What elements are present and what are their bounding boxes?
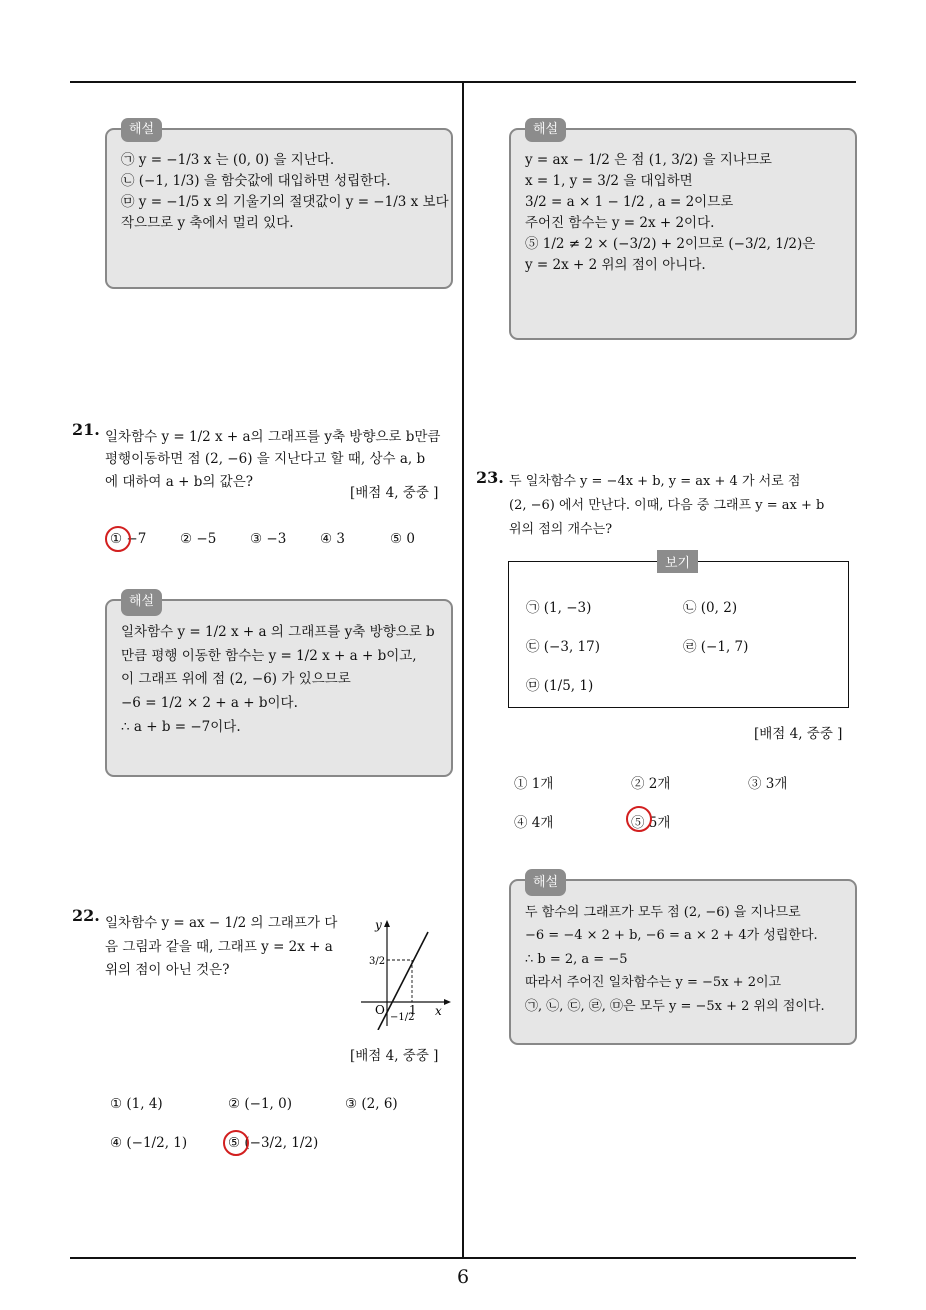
option-text: ⑤ (−3/2, 1/2) bbox=[228, 1135, 319, 1151]
option-text: ③ (2, 6) bbox=[345, 1096, 398, 1112]
solution-label: 해설 bbox=[525, 869, 566, 896]
solution-line: 두 함수의 그래프가 모두 점 (2, −6) 을 지나므로 bbox=[525, 905, 801, 920]
solution-line: y = ax − 1/2 은 점 (1, 3/2) 을 지나므로 bbox=[525, 152, 772, 168]
bogi-box bbox=[508, 556, 849, 708]
bogi-item: ㉤ (1/5, 1) bbox=[526, 678, 594, 694]
y-intercept-label: −1/2 bbox=[390, 1012, 415, 1023]
solution-line: x = 1, y = 3/2 을 대입하면 bbox=[525, 172, 693, 189]
answer-mark-circle bbox=[626, 806, 652, 832]
question-line: 위의 점의 개수는? bbox=[509, 522, 613, 538]
question-line: 음 그림과 같을 때, 그래프 y = 2x + a bbox=[105, 938, 333, 955]
option-3[interactable] bbox=[250, 531, 320, 547]
solution-box-21 bbox=[105, 594, 453, 777]
option-text: ⑤ 5개 bbox=[631, 815, 671, 831]
x-axis-label: x bbox=[435, 1004, 442, 1018]
bogi-item: ㉡ (0, 2) bbox=[683, 600, 738, 616]
option-2[interactable] bbox=[631, 772, 748, 792]
question-22-options-row-1 bbox=[110, 1096, 445, 1112]
option-4[interactable] bbox=[320, 531, 390, 547]
y-axis-arrow bbox=[384, 920, 390, 927]
y-tick-label: 3/2 bbox=[369, 956, 386, 967]
solution-line: 만큼 평행 이동한 함수는 y = 1/2 x + a + b이고, bbox=[121, 647, 417, 664]
option-text: ① 1개 bbox=[514, 776, 554, 792]
option-text: ③ 3개 bbox=[748, 776, 788, 792]
option-5[interactable] bbox=[228, 1135, 368, 1151]
graph-q22 bbox=[355, 918, 455, 1030]
question-22-text bbox=[105, 912, 350, 983]
option-text: ⑤ 0 bbox=[390, 531, 415, 547]
solution-line: ㉤ y = −1/5 x 의 기울기의 절댓값이 y = −1/3 x 보다 bbox=[121, 193, 449, 210]
solution-label: 해설 bbox=[121, 589, 162, 616]
option-3[interactable] bbox=[345, 1096, 445, 1112]
option-2[interactable] bbox=[180, 531, 250, 547]
solution-line: ∴ b = 2, a = −5 bbox=[525, 951, 628, 967]
bottom-rule bbox=[70, 1257, 856, 1259]
option-3[interactable] bbox=[748, 772, 828, 792]
solution-line: −6 = 1/2 × 2 + a + b이다. bbox=[121, 694, 298, 711]
x-tick-label: 1 bbox=[409, 1003, 417, 1017]
solution-line: 3/2 = a × 1 − 1/2 , a = 2이므로 bbox=[525, 193, 734, 210]
solution-line: ⑤ 1/2 ≠ 2 × (−3/2) + 2이므로 (−3/2, 1/2)은 bbox=[525, 235, 816, 252]
column-divider bbox=[462, 82, 464, 1258]
question-23-options-row-1 bbox=[514, 772, 828, 792]
solution-label: 해설 bbox=[525, 118, 566, 142]
question-line: 일차함수 y = 1/2 x + a의 그래프를 y축 방향으로 b만큼 bbox=[105, 429, 441, 445]
origin-label: O bbox=[375, 1003, 385, 1017]
solution-line: 작으므로 y 축에서 멀리 있다. bbox=[121, 214, 294, 231]
solution-line: ㉠ y = −1/3 x 는 (0, 0) 을 지난다. bbox=[121, 152, 335, 168]
option-text: ① (1, 4) bbox=[110, 1096, 163, 1112]
question-23-text bbox=[509, 470, 859, 542]
solution-line: −6 = −4 × 2 + b, −6 = a × 2 + 4가 성립한다. bbox=[525, 928, 818, 944]
option-5[interactable] bbox=[631, 811, 711, 831]
question-line: 평행이동하면 점 (2, −6) 을 지난다고 할 때, 상수 a, b bbox=[105, 451, 426, 468]
bogi-item: ㉠ (1, −3) bbox=[526, 600, 592, 616]
question-number: 22. bbox=[72, 906, 100, 925]
solution-box-top-right bbox=[509, 122, 857, 340]
question-21-options bbox=[110, 531, 440, 547]
question-line: 에 대하여 a + b의 값은? bbox=[105, 473, 253, 490]
score-meta: [배점 4, 중중 ] bbox=[350, 485, 439, 501]
question-number: 23. bbox=[476, 468, 504, 487]
solution-line: ㉡ (−1, 1/3) 을 함숫값에 대입하면 성립한다. bbox=[121, 172, 391, 189]
option-4[interactable] bbox=[110, 1135, 228, 1151]
score-meta: [배점 4, 중중 ] bbox=[754, 726, 843, 742]
question-23-options-row-2 bbox=[514, 811, 711, 831]
answer-mark-circle bbox=[105, 526, 131, 552]
question-line: 위의 점이 아닌 것은? bbox=[105, 962, 230, 979]
solution-line: ∴ a + b = −7이다. bbox=[121, 718, 241, 735]
option-5[interactable] bbox=[390, 531, 440, 547]
bogi-label: 보기 bbox=[657, 550, 698, 573]
option-text: ① −7 bbox=[110, 531, 147, 547]
option-1[interactable] bbox=[110, 1096, 228, 1112]
solution-line: 따라서 주어진 일차함수는 y = −5x + 2이고 bbox=[525, 975, 782, 991]
solution-box-23 bbox=[509, 875, 857, 1045]
solution-label: 해설 bbox=[121, 118, 162, 142]
option-2[interactable] bbox=[228, 1096, 345, 1112]
option-text: ② (−1, 0) bbox=[228, 1096, 292, 1112]
bogi-item: ㉣ (−1, 7) bbox=[683, 639, 749, 655]
solution-line: 일차함수 y = 1/2 x + a 의 그래프를 y축 방향으로 b bbox=[121, 624, 435, 640]
option-4[interactable] bbox=[514, 811, 631, 831]
option-text: ④ 3 bbox=[320, 531, 345, 547]
solution-box-top-left bbox=[105, 122, 453, 289]
x-axis-arrow bbox=[444, 999, 451, 1005]
option-text: ③ −3 bbox=[250, 531, 287, 547]
option-text: ④ 4개 bbox=[514, 815, 554, 831]
question-22-options-row-2 bbox=[110, 1135, 368, 1151]
question-line: 일차함수 y = ax − 1/2 의 그래프가 다 bbox=[105, 915, 338, 931]
question-line: (2, −6) 에서 만난다. 이때, 다음 중 그래프 y = ax + b bbox=[509, 498, 825, 514]
option-1[interactable] bbox=[110, 531, 180, 547]
bogi-item: ㉢ (−3, 17) bbox=[526, 639, 600, 655]
option-1[interactable] bbox=[514, 772, 631, 792]
question-number: 21. bbox=[72, 420, 100, 439]
y-axis-label: y bbox=[375, 918, 382, 932]
option-text: ④ (−1/2, 1) bbox=[110, 1135, 188, 1151]
answer-mark-circle bbox=[223, 1130, 249, 1156]
option-text: ② 2개 bbox=[631, 776, 671, 792]
solution-line: 이 그래프 위에 점 (2, −6) 가 있으므로 bbox=[121, 671, 351, 688]
solution-line: 주어진 함수는 y = 2x + 2이다. bbox=[525, 214, 715, 231]
solution-line: ㉠, ㉡, ㉢, ㉣, ㉤은 모두 y = −5x + 2 위의 점이다. bbox=[525, 998, 825, 1014]
option-text: ② −5 bbox=[180, 531, 217, 547]
score-meta: [배점 4, 중중 ] bbox=[350, 1048, 439, 1064]
question-line: 두 일차함수 y = −4x + b, y = ax + 4 가 서로 점 bbox=[509, 474, 801, 489]
page-number: 6 bbox=[456, 1266, 470, 1288]
solution-line: y = 2x + 2 위의 점이 아니다. bbox=[525, 256, 706, 273]
